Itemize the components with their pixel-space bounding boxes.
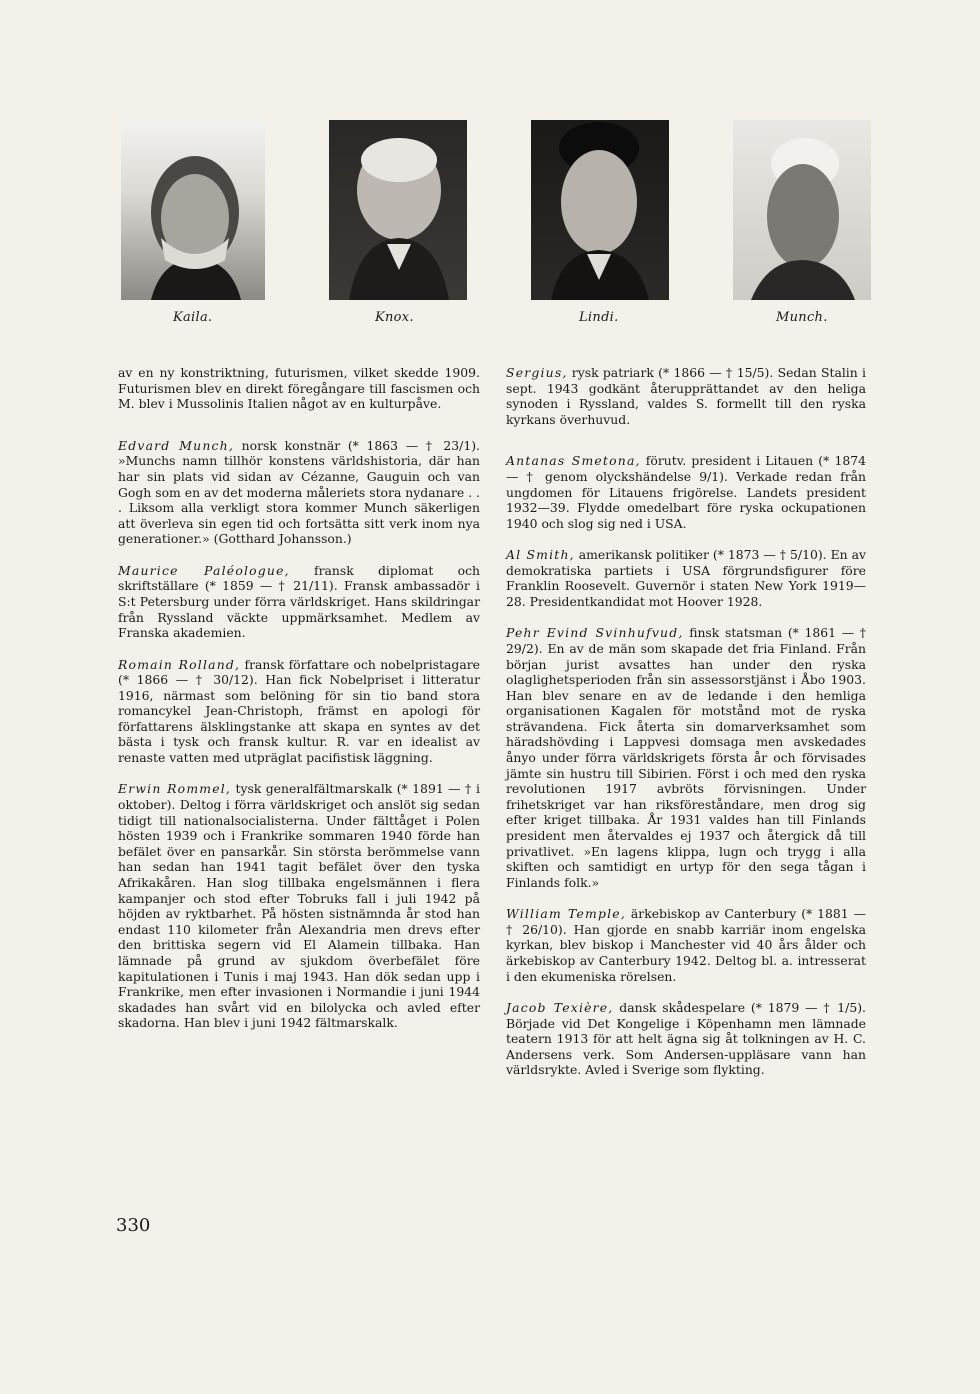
entry-temple: William Temple, ärkebiskop av Canterbury (* 1881 — † 26/10). Han gjorde en snabb karriär inom engelska kyrkan, blev biskop i Manchester vid 40 års ålder och ärkebiskop av Canterbury 1942. Deltog bl. a. intresserat i den ekumeniska rörelsen. — [506, 906, 866, 984]
caption-lindi: Lindi. — [579, 310, 619, 325]
portrait-knox — [329, 120, 467, 300]
portrait-kaila — [121, 120, 265, 300]
left-column — [118, 365, 480, 1047]
caption-knox: Knox. — [375, 310, 414, 325]
entry-rommel: Erwin Rommel, tysk generalfältmarskalk (* 1891 — † i oktober). Deltog i förra världskriget och anslöt sig sedan tidigt till nationalsocialisterna. Under fälttåget i Polen hösten 1939 och i Frankrike sommaren 1940 förde han befälet över en pansarkår. Sin största berömmelse vann han sedan han 1941 tagit befälet över den tyska Afrikakåren. Han slog tillbaka engelsmännen i flera kampanjer och stod efter Tobruks fall i juli 1942 på höjden av ryktbarhet. På hösten sistnämnda år stod han endast 110 kilometer från Alexandria men drevs efter den brittiska segern vid El Alamein tillbaka. Han lämnade på grund av sjukdom överbefälet före kapitulationen i Tunis i maj 1943. Han dök sedan upp i Frankrike, men efter invasionen i Normandie i juni 1944 skadades han svårt vid en bilolycka och avled efter skadorna. Han blev i juni 1942 fältmarskalk. — [118, 781, 481, 1031]
entry-texiere: Jacob Texière, dansk skådespelare (* 1879 — † 1/5). Började vid Det Kongelige i Köpenhamn men lämnade teatern 1913 för att helt ägna sig åt tolkningen av H. C. Andersens verk. Som Andersen-uppläsare vann han världsrykte. Avled i Sverige som flykting. — [506, 999, 866, 1078]
right-column — [506, 365, 866, 1094]
entry-smetona: Antanas Smetona, förutv. president i Litauen (* 1874 — † genom olyckshändelse 9/1). Verkade redan från ungdomen för Litauens frigörelse. Landets president 1932—39. Flydde omedelbart före ryska ockupationen 1940 och slog sig ned i USA. — [506, 453, 866, 531]
entry-continuation: av en ny konstriktning, futurismen, vilket skedde 1909. Futurismen blev en direkt föregångare till fascismen och M. blev i Mussolinis Italien något av en kulturpåve. — [118, 365, 480, 412]
entry-sergius: Sergius, rysk patriark (* 1866 — † 15/5). Sedan Stalin i sept. 1943 godkänt återupprättandet av den heliga synoden i Ryssland, valdes S. formellt till den ryska kyrkans överhuvud. — [506, 365, 866, 427]
portrait-lindi — [531, 120, 669, 300]
portrait-munch — [733, 120, 871, 300]
caption-kaila: Kaila. — [173, 310, 213, 325]
portrait-munch-image — [733, 120, 871, 300]
entry-rolland: Romain Rolland, fransk författare och nobelpristagare (* 1866 — † 30/12). Han fick Nobelpriset i litteratur 1916, närmast som belöning för sin tio band stora romancykel Jean-Christoph, främst en apologi för författarens älsklingstanke att skapa en syntes av det bästa i tysk och fransk kultur. R. var en idealist av renaste vatten med utpräglat pacifistisk läggning. — [118, 656, 480, 766]
entry-smith: Al Smith, amerikansk politiker (* 1873 — † 5/10). En av demokratiska partiets i USA förgrundsfigurer före Franklin Roosevelt. Guvernör i staten New York 1919—28. Presidentkandidat mot Hoover 1928. — [506, 547, 866, 609]
entry-munch: Edvard Munch, norsk konstnär (* 1863 — † 23/1). »Munchs namn tillhör konstens världshistoria, där han har sin plats vid sidan av Cézanne, Gauguin och van Gogh som en av det moderna måleriets stora nydanare . . . Liksom alla verkligt stora kommer Munch säkerligen att överleva sin egen tid och fortsätta sitt verk inom nya generationer.» (Gotthard Johansson.) — [118, 437, 480, 547]
portrait-knox-image — [329, 120, 467, 300]
caption-munch: Munch. — [776, 310, 828, 325]
entry-paleologue: Maurice Paléologue, fransk diplomat och skriftställare (* 1859 — † 21/11). Fransk ambassadör i S:t Petersburg under förra världskriget. Hans skildringar från Ryssland väckte uppmärksamhet. Medlem av Franska akademien. — [118, 562, 480, 641]
portrait-lindi-image — [531, 120, 669, 300]
portrait-kaila-image — [121, 120, 265, 300]
page-number: 330 — [116, 1215, 151, 1236]
entry-svinhufvud: Pehr Evind Svinhufvud, finsk statsman (* 1861 — † 29/2). En av de män som skapade det fria Finland. Från början jurist avsattes han under den ryska olaglighetsperioden från sin assessorstjänst i Åbo 1903. Han blev senare en av de ledande i den hemliga organisationen Kagalen för motstånd mot de ryska strävandena. Fick återta sin domarverksamhet som häradshövding i Lappvesi domsaga men avskedades ånyo under förra världskrigets första år och förvisades jämte sin hustru till Sibirien. Först i och med den ryska revolutionen 1917 avbröts förvisningen. Under frihetskriget var han riksföreståndare, men drog sig efter kriget tillbaka. År 1931 valdes han till Finlands president men återvaldes ej 1937 och återgick då till privatlivet. »En lagens klippa, lugn och trygg i alla skiften och samtidigt en urtyp för den sega tågan i Finlands folk.» — [506, 625, 866, 890]
